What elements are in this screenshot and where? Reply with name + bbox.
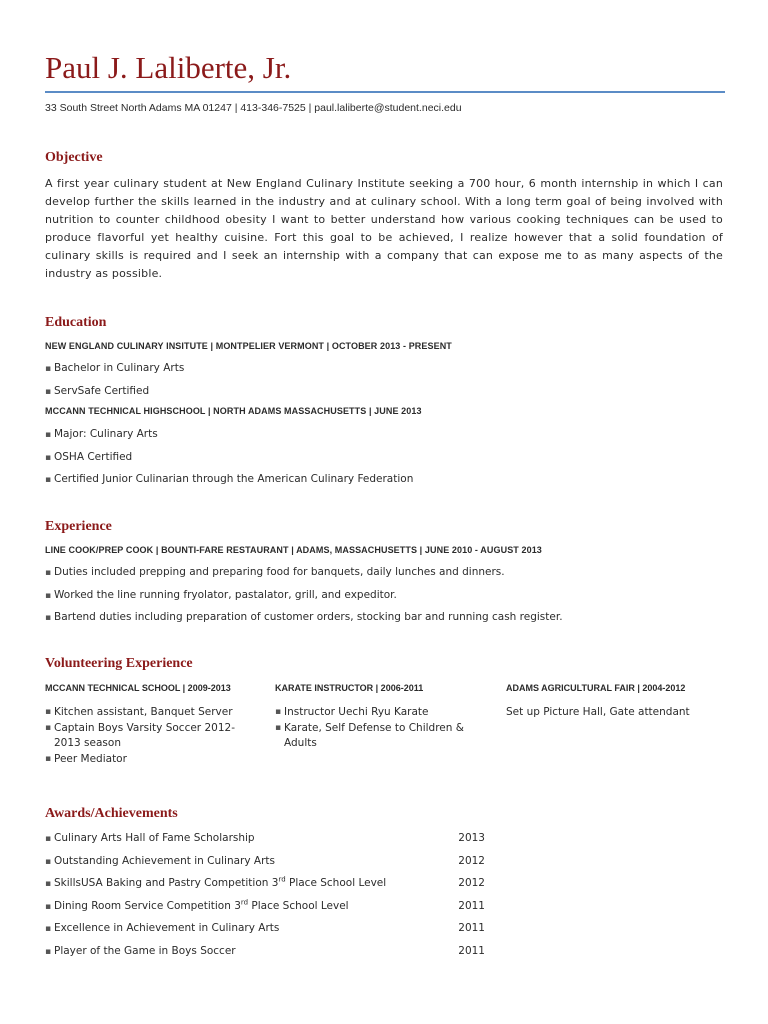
education-school-1-title: NEW ENGLAND CULINARY INSITUTE | MONTPELIER VERMONT | OCTOBER 2013 - PRESENT — [45, 341, 452, 351]
bullet-icon: ▪ — [45, 590, 52, 601]
award-year: 2012 — [458, 854, 485, 867]
list-item: ▪ Karate, Self Defense to Children & Adults — [275, 721, 485, 752]
volunteer-column-2-title: KARATE INSTRUCTOR | 2006-2011 — [275, 683, 424, 693]
list-item: ▪ OSHA Certified — [45, 447, 413, 470]
bullet-icon: ▪ — [45, 452, 52, 463]
objective-heading: Objective — [45, 150, 103, 165]
bullet-icon: ▪ — [45, 613, 52, 623]
award-title: ▪ Player of the Game in Boys Soccer — [45, 941, 236, 964]
volunteer-column-3-title: ADAMS AGRICULTURAL FAIR | 2004-2012 — [506, 683, 686, 693]
list-item: ▪ Certified Junior Culinarian through the American Culinary Federation — [45, 469, 413, 492]
education-school-2-list — [45, 424, 413, 492]
list-item: ▪ Major: Culinary Arts — [45, 424, 413, 447]
objective-text: A first year culinary student at New England Culinary Institute seeking a 700 hour, 6 month internship in which I can develop further the skills learned in the industry and at culinary school. With a long term goal of being involved with nutrition to counter childhood obesity I want to better understand how various cooking techniques can be used to produce flavorful yet healthy cuisine. Fort this goal to be achieved, I realize however that a solid foundation of culinary skills is required and I seek an internship with a company that can expose me to as many aspects of the industry as possible. — [45, 177, 723, 280]
award-year: 2012 — [458, 877, 485, 889]
education-heading: Education — [45, 315, 107, 330]
volunteer-column-1 — [45, 683, 255, 767]
award-item — [45, 873, 485, 896]
experience-heading: Experience — [45, 519, 112, 534]
bullet-icon: ▪ — [45, 707, 52, 717]
award-title: ▪ Dining Room Service Competition 3rd Place School Level — [45, 896, 349, 919]
list-item: ▪ Bartend duties including preparation of customer orders, stocking bar and running cash register. — [45, 607, 563, 630]
volunteer-column-2-list — [275, 705, 485, 752]
volunteering-heading: Volunteering Experience — [45, 656, 193, 671]
list-item: ▪ Peer Mediator — [45, 752, 255, 768]
awards-list — [45, 828, 485, 963]
award-item — [45, 851, 485, 874]
list-item: ▪ Captain Boys Varsity Soccer 2012-2013 season — [45, 721, 255, 752]
bullet-icon: ▪ — [275, 722, 282, 733]
bullet-icon: ▪ — [45, 430, 52, 440]
bullet-icon: ▪ — [45, 475, 52, 485]
bullet-icon: ▪ — [45, 722, 52, 733]
list-item: ▪ Kitchen assistant, Banquet Server — [45, 705, 255, 721]
bullet-icon: ▪ — [45, 901, 52, 912]
award-item — [45, 941, 485, 964]
award-title: ▪ SkillsUSA Baking and Pastry Competition 3rd Place School Level — [45, 873, 386, 896]
header-rule — [45, 91, 725, 93]
award-item — [45, 918, 485, 941]
list-item: ▪ Worked the line running fryolator, pastalator, grill, and expeditor. — [45, 585, 563, 608]
bullet-icon: ▪ — [275, 707, 282, 717]
award-year: 2013 — [458, 832, 485, 844]
contact-line: 33 South Street North Adams MA 01247 | 413-346-7525 | paul.laliberte@student.neci.edu — [45, 102, 462, 114]
list-item: ▪ Duties included prepping and preparing food for banquets, daily lunches and dinners. — [45, 562, 563, 585]
volunteer-column-1-title: MCCANN TECHNICAL SCHOOL | 2009-2013 — [45, 683, 231, 693]
volunteer-column-1-list — [45, 705, 255, 767]
experience-list — [45, 562, 563, 630]
bullet-icon: ▪ — [45, 946, 52, 957]
list-item: ▪ Bachelor in Culinary Arts — [45, 358, 184, 381]
bullet-icon: ▪ — [45, 364, 52, 374]
experience-title: LINE COOK/PREP COOK | BOUNTI-FARE RESTAURANT | ADAMS, MASSACHUSETTS | JUNE 2010 - AUGUST 2013 — [45, 545, 542, 555]
education-school-2-title: MCCANN TECHNICAL HIGHSCHOOL | NORTH ADAMS MASSACHUSETTS | JUNE 2013 — [45, 406, 422, 416]
bullet-icon: ▪ — [45, 879, 52, 889]
award-title: ▪ Culinary Arts Hall of Fame Scholarship — [45, 828, 255, 851]
award-year: 2011 — [458, 899, 485, 912]
award-item — [45, 828, 485, 851]
bullet-icon: ▪ — [45, 386, 52, 397]
volunteer-column-3 — [506, 683, 716, 720]
award-title: ▪ Outstanding Achievement in Culinary Arts — [45, 851, 275, 874]
volunteer-column-2 — [275, 683, 485, 752]
award-item — [45, 896, 485, 919]
award-year: 2011 — [458, 944, 485, 957]
bullet-icon: ▪ — [45, 834, 52, 844]
list-item: ▪ Instructor Uechi Ryu Karate — [275, 705, 485, 721]
award-year: 2011 — [458, 922, 485, 934]
volunteer-column-3-text: Set up Picture Hall, Gate attendant — [506, 706, 690, 718]
award-title: ▪ Excellence in Achievement in Culinary Arts — [45, 918, 279, 941]
education-school-1-list — [45, 358, 184, 403]
awards-heading: Awards/Achievements — [45, 806, 178, 821]
bullet-icon: ▪ — [45, 568, 52, 578]
bullet-icon: ▪ — [45, 924, 52, 934]
bullet-icon: ▪ — [45, 753, 52, 764]
list-item: ▪ ServSafe Certified — [45, 381, 184, 404]
resume-name: Paul J. Laliberte, Jr. — [45, 50, 292, 85]
bullet-icon: ▪ — [45, 856, 52, 867]
